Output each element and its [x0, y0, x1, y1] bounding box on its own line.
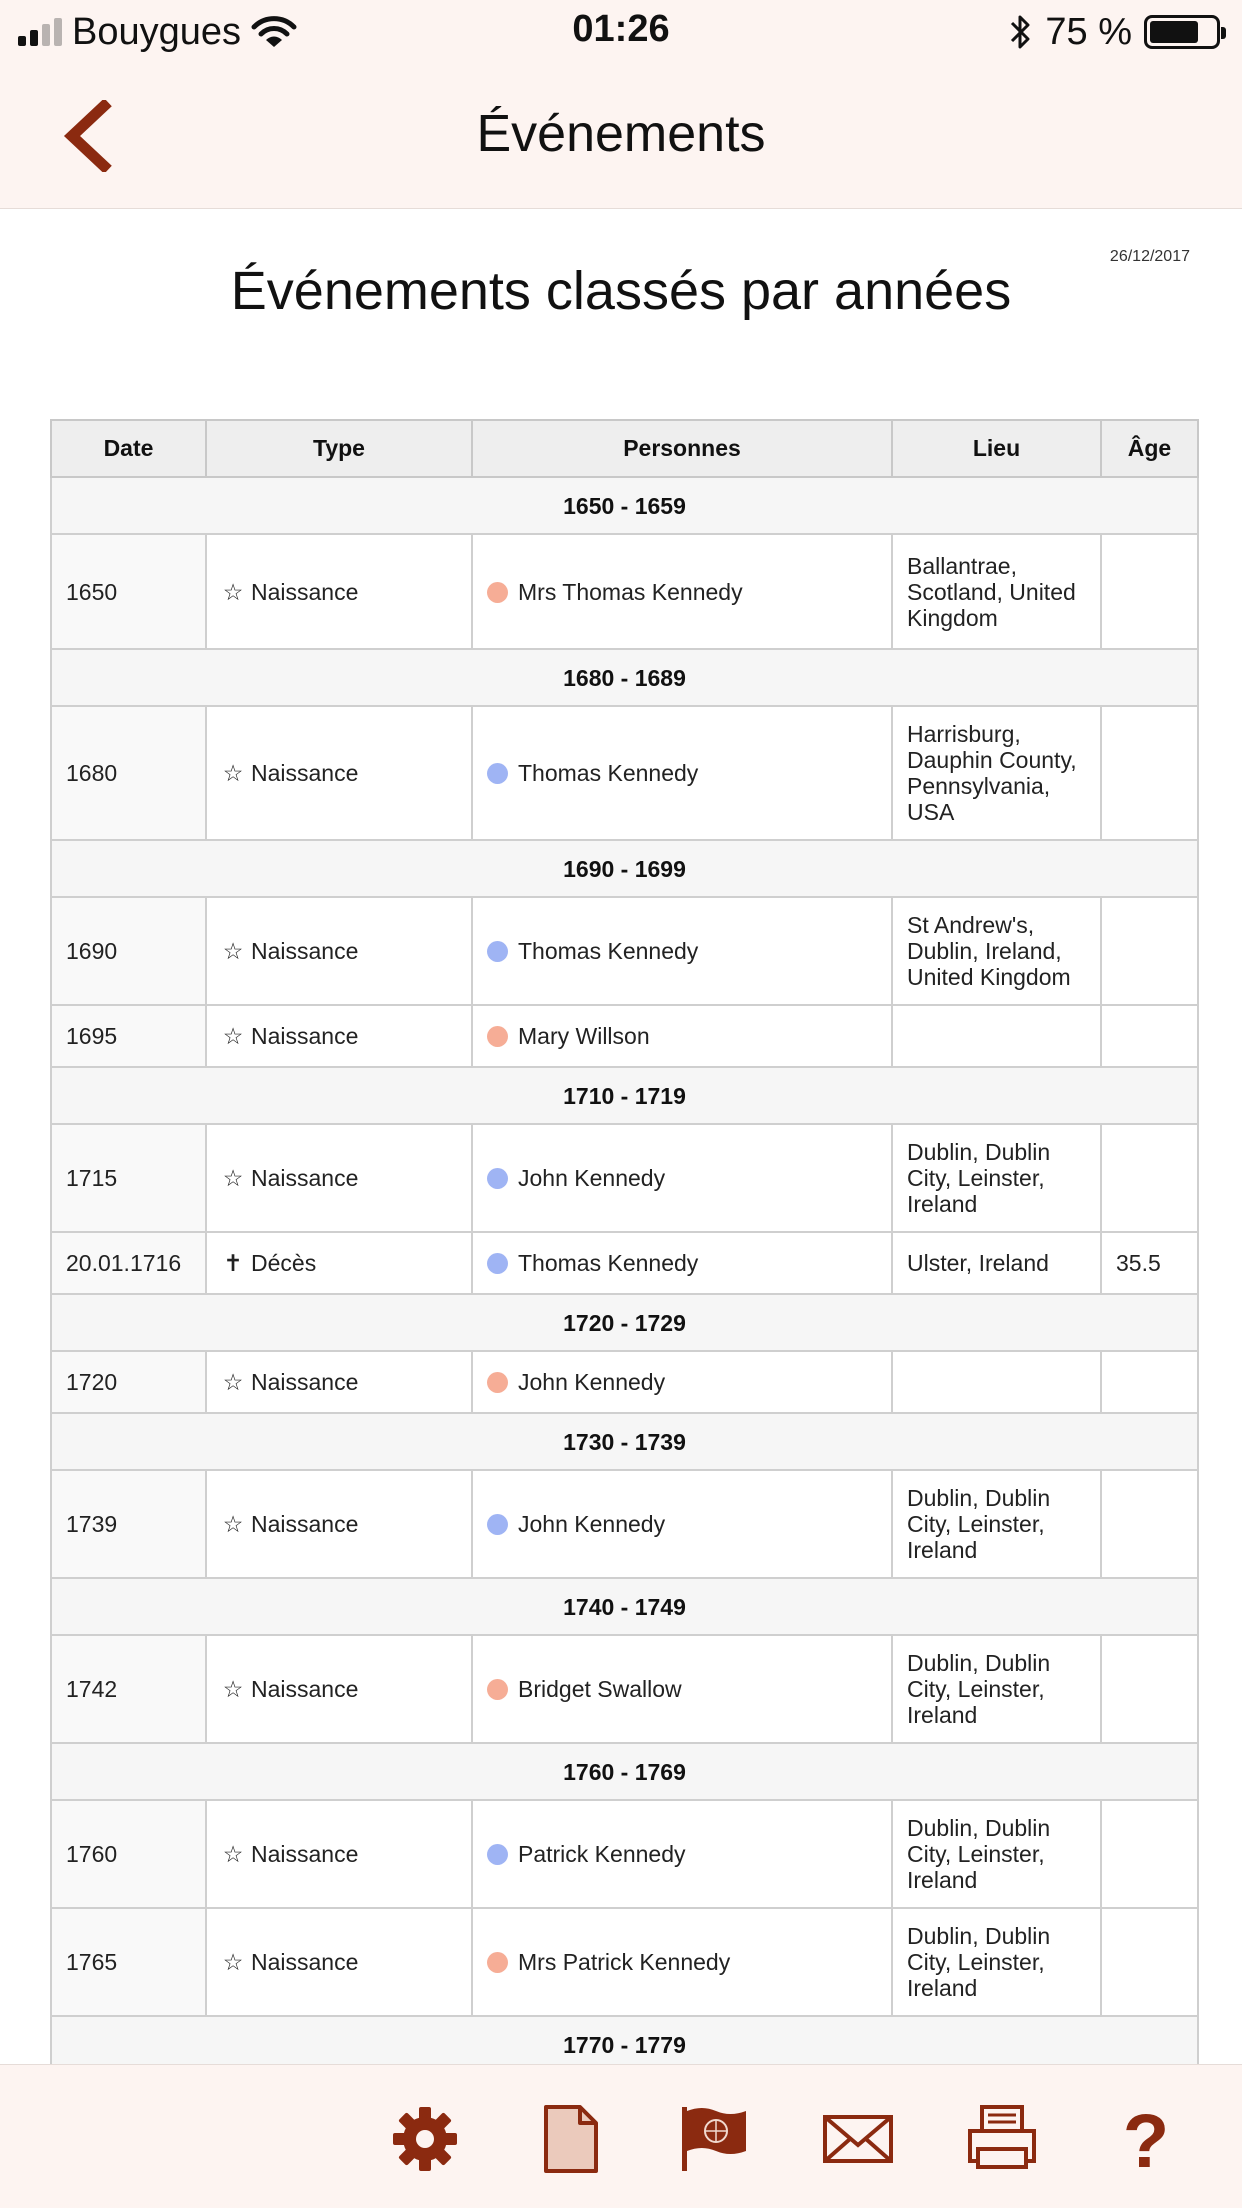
cross-icon: ✝ [223, 1250, 243, 1276]
event-row[interactable] [51, 706, 1198, 840]
event-type [206, 897, 472, 1005]
event-type-label: Naissance [251, 1369, 359, 1395]
status-bar [0, 0, 1242, 62]
male-dot-icon [487, 1253, 508, 1274]
female-dot-icon [487, 1952, 508, 1973]
event-date: 1742 [51, 1635, 206, 1743]
event-type [206, 706, 472, 840]
star-icon: ☆ [222, 1676, 244, 1702]
event-person[interactable] [472, 706, 892, 840]
event-row[interactable] [51, 1635, 1198, 1743]
event-place: Dublin, Dublin City, Leinster, Ireland [892, 1124, 1101, 1232]
flag-icon [678, 2103, 750, 2175]
year-group-row [51, 477, 1198, 534]
settings-button[interactable] [389, 2103, 461, 2175]
male-dot-icon [487, 1514, 508, 1535]
person-name: John Kennedy [518, 1511, 666, 1537]
gear-icon [389, 2103, 461, 2175]
header-persons: Personnes [472, 420, 892, 477]
event-type [206, 1124, 472, 1232]
event-age [1101, 897, 1198, 1005]
event-type-label: Décès [251, 1250, 317, 1276]
star-icon: ☆ [222, 760, 244, 786]
event-date: 1715 [51, 1124, 206, 1232]
person-name: Thomas Kennedy [518, 1250, 699, 1276]
print-button[interactable] [966, 2103, 1038, 2175]
year-group-row [51, 840, 1198, 897]
event-place: Ballantrae, Scotland, United Kingdom [892, 534, 1101, 649]
year-group-label: 1730 - 1739 [51, 1413, 1198, 1470]
event-row[interactable] [51, 1470, 1198, 1578]
year-group-row [51, 2016, 1198, 2064]
female-dot-icon [487, 582, 508, 603]
event-age [1101, 706, 1198, 840]
event-age [1101, 1005, 1198, 1067]
event-type-label: Naissance [251, 1949, 359, 1975]
report-title: Événements classés par années [230, 261, 1012, 321]
person-name: Bridget Swallow [518, 1676, 682, 1702]
event-person[interactable] [472, 1232, 892, 1294]
email-button[interactable] [822, 2103, 894, 2175]
year-group-label: 1720 - 1729 [51, 1294, 1198, 1351]
event-row[interactable] [51, 1800, 1198, 1908]
event-place: Ulster, Ireland [892, 1232, 1101, 1294]
battery-percent: 75 % [1045, 10, 1132, 53]
battery-icon [1144, 15, 1220, 49]
event-type [206, 1232, 472, 1294]
header-age: Âge [1101, 420, 1198, 477]
event-person[interactable] [472, 1635, 892, 1743]
header-place: Lieu [892, 420, 1101, 477]
event-type-label: Naissance [251, 1023, 359, 1049]
year-group-row [51, 1578, 1198, 1635]
header-type: Type [206, 420, 472, 477]
star-icon: ☆ [222, 1949, 244, 1975]
document-button[interactable] [534, 2103, 606, 2175]
event-date: 1720 [51, 1351, 206, 1413]
bottom-toolbar [0, 2064, 1242, 2208]
event-row[interactable] [51, 1124, 1198, 1232]
year-group-label: 1710 - 1719 [51, 1067, 1198, 1124]
person-name: Thomas Kennedy [518, 760, 699, 786]
event-age [1101, 534, 1198, 649]
star-icon: ☆ [222, 1369, 244, 1395]
event-type [206, 534, 472, 649]
event-place: Harrisburg, Dauphin County, Pennsylvania, USA [892, 706, 1101, 840]
person-name: John Kennedy [518, 1165, 666, 1191]
event-age: 35.5 [1101, 1232, 1198, 1294]
event-type-label: Naissance [251, 1841, 359, 1867]
event-age [1101, 1908, 1198, 2016]
report-view[interactable] [0, 210, 1242, 2064]
header-date: Date [51, 420, 206, 477]
male-dot-icon [487, 1844, 508, 1865]
event-person[interactable] [472, 1005, 892, 1067]
event-person[interactable] [472, 1908, 892, 2016]
male-dot-icon [487, 763, 508, 784]
event-type-label: Naissance [251, 938, 359, 964]
status-time: 01:26 [572, 8, 670, 50]
event-type-label: Naissance [251, 578, 359, 605]
female-dot-icon [487, 1026, 508, 1047]
star-icon: ☆ [222, 1841, 244, 1867]
page-title: Événements [476, 105, 766, 163]
event-age [1101, 1635, 1198, 1743]
svg-text:?: ? [1122, 2103, 1170, 2175]
star-icon: ☆ [222, 1165, 244, 1191]
event-place: Dublin, Dublin City, Leinster, Ireland [892, 1635, 1101, 1743]
event-type [206, 1470, 472, 1578]
envelope-icon [822, 2103, 894, 2175]
event-type-label: Naissance [251, 1511, 359, 1537]
event-age [1101, 1124, 1198, 1232]
event-type-label: Naissance [251, 1165, 359, 1191]
event-person[interactable] [472, 897, 892, 1005]
event-age [1101, 1351, 1198, 1413]
help-icon [1110, 2103, 1182, 2175]
year-group-label: 1650 - 1659 [51, 477, 1198, 534]
printer-icon [966, 2103, 1038, 2175]
help-button[interactable] [1110, 2103, 1182, 2175]
event-person[interactable] [472, 534, 892, 649]
female-dot-icon [487, 1372, 508, 1393]
event-person[interactable] [472, 1800, 892, 1908]
person-name: Patrick Kennedy [518, 1841, 686, 1867]
event-type [206, 1635, 472, 1743]
male-dot-icon [487, 941, 508, 962]
year-group-row [51, 1294, 1198, 1351]
event-date: 1690 [51, 897, 206, 1005]
event-type-label: Naissance [251, 1676, 359, 1702]
event-row[interactable] [51, 1232, 1198, 1294]
event-place: Dublin, Dublin City, Leinster, Ireland [892, 1470, 1101, 1578]
event-place: Dublin, Dublin City, Leinster, Ireland [892, 1800, 1101, 1908]
female-dot-icon [487, 1679, 508, 1700]
year-group-label: 1770 - 1779 [51, 2016, 1198, 2064]
event-place: St Andrew's, Dublin, Ireland, United Kingdom [892, 897, 1101, 1005]
event-place [892, 1351, 1101, 1413]
event-date: 1760 [51, 1800, 206, 1908]
event-date: 1739 [51, 1470, 206, 1578]
year-group-row [51, 1067, 1198, 1124]
person-name: Mary Willson [518, 1023, 650, 1049]
event-row[interactable] [51, 1351, 1198, 1413]
events-table [50, 419, 1199, 2064]
event-row[interactable] [51, 897, 1198, 1005]
year-group-label: 1680 - 1689 [51, 649, 1198, 706]
event-age [1101, 1800, 1198, 1908]
star-icon: ☆ [222, 578, 244, 605]
event-date: 1650 [51, 534, 206, 649]
event-type [206, 1351, 472, 1413]
year-group-row [51, 1413, 1198, 1470]
event-type [206, 1800, 472, 1908]
person-name: Thomas Kennedy [518, 938, 699, 964]
event-date: 1765 [51, 1908, 206, 2016]
event-person[interactable] [472, 1470, 892, 1578]
flag-button[interactable] [678, 2103, 750, 2175]
event-type [206, 1908, 472, 2016]
male-dot-icon [487, 1168, 508, 1189]
event-age [1101, 1470, 1198, 1578]
year-group-row [51, 649, 1198, 706]
report-date: 26/12/2017 [1109, 248, 1190, 265]
carrier-name: Bouygues [72, 10, 242, 53]
document-icon [534, 2103, 606, 2175]
event-row[interactable] [51, 534, 1198, 649]
event-row[interactable] [51, 1908, 1198, 2016]
navigation-bar [0, 62, 1242, 209]
star-icon: ☆ [222, 938, 244, 964]
bluetooth-icon [1009, 13, 1033, 51]
person-name: Mrs Thomas Kennedy [518, 578, 743, 605]
status-right [1009, 10, 1220, 54]
person-name: Mrs Patrick Kennedy [518, 1949, 731, 1975]
event-date: 1695 [51, 1005, 206, 1067]
year-group-label: 1760 - 1769 [51, 1743, 1198, 1800]
table-header-row [51, 420, 1198, 477]
star-icon: ☆ [222, 1511, 244, 1537]
event-date: 1680 [51, 706, 206, 840]
event-row[interactable] [51, 1005, 1198, 1067]
year-group-label: 1740 - 1749 [51, 1578, 1198, 1635]
event-type-label: Naissance [251, 760, 359, 786]
person-name: John Kennedy [518, 1369, 666, 1395]
year-group-label: 1690 - 1699 [51, 840, 1198, 897]
star-icon: ☆ [222, 1023, 244, 1049]
event-person[interactable] [472, 1124, 892, 1232]
event-date: 20.01.1716 [51, 1232, 206, 1294]
event-type [206, 1005, 472, 1067]
event-place [892, 1005, 1101, 1067]
event-person[interactable] [472, 1351, 892, 1413]
event-place: Dublin, Dublin City, Leinster, Ireland [892, 1908, 1101, 2016]
year-group-row [51, 1743, 1198, 1800]
